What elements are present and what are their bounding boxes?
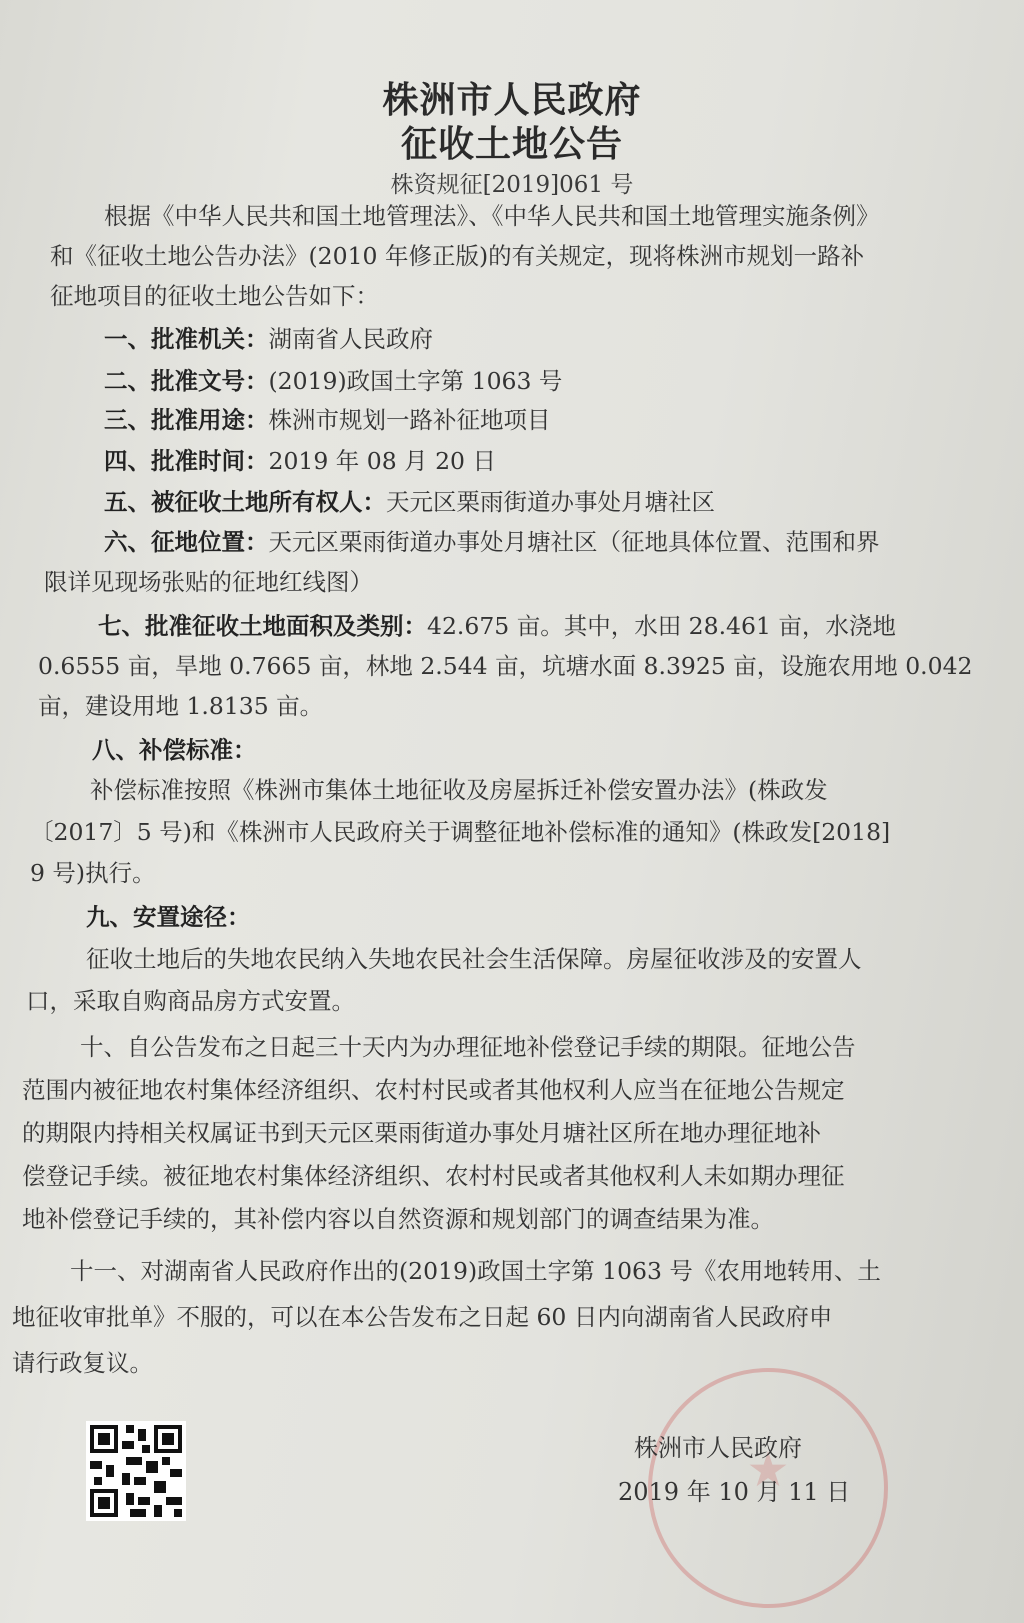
item-approval-date <box>104 446 496 476</box>
appeal-line-2: 地征收审批单》不服的，可以在本公告发布之日起 60 日内向湖南省人民政府申 <box>12 1303 833 1331</box>
item-value: 天元区栗雨街道办事处月塘社区 <box>386 488 715 516</box>
item-label: 七、批准征收土地面积及类别： <box>98 612 427 640</box>
appeal-line-3: 请行政复议。 <box>12 1349 153 1377</box>
item-label: 九、安置途径： <box>86 903 251 931</box>
item-value: 株洲市规划一路补征地项目 <box>268 406 551 434</box>
item-label: 四、批准时间： <box>104 447 269 475</box>
resettlement-line-1: 征收土地后的失地农民纳入失地农民社会生活保障。房屋征收涉及的安置人 <box>86 945 862 973</box>
item-label: 三、批准用途： <box>104 406 269 434</box>
qr-code-icon <box>86 1421 186 1521</box>
registration-line-5: 地补偿登记手续的，其补偿内容以自然资源和规划部门的调查结果为准。 <box>22 1205 774 1233</box>
item-approval-purpose <box>104 405 551 435</box>
item-approval-number <box>104 366 562 396</box>
item-value: (2019)政国土字第 1063 号 <box>268 367 563 395</box>
item-area-cont-2: 亩，建设用地 1.8135 亩。 <box>38 692 324 720</box>
item-value: 湖南省人民政府 <box>268 325 433 353</box>
item-location <box>104 527 880 557</box>
item-label: 六、征地位置： <box>104 528 269 556</box>
item-location-cont: 限详见现场张贴的征地红线图） <box>44 568 373 596</box>
item-resettlement-heading <box>86 902 251 932</box>
intro-line-1: 根据《中华人民共和国土地管理法》、《中华人民共和国土地管理实施条例》 <box>104 202 880 230</box>
intro-line-2: 和《征收土地公告办法》(2010 年修正版)的有关规定，现将株洲市规划一路补 <box>50 242 865 270</box>
item-value: 2019 年 08 月 20 日 <box>268 447 496 475</box>
registration-line-3: 的期限内持相关权属证书到天元区栗雨街道办事处月塘社区所在地办理征地补 <box>22 1119 821 1147</box>
item-label: 五、被征收土地所有权人： <box>104 488 386 516</box>
issuer-name: 株洲市人民政府 <box>634 1434 802 1462</box>
item-area-cont-1: 0.6555 亩，旱地 0.7665 亩，林地 2.544 亩，坑塘水面 8.3925 亩，设施农用地 0.042 <box>38 652 973 680</box>
item-area <box>98 611 896 641</box>
notice-title-line1: 株洲市人民政府 <box>382 80 642 121</box>
item-value: 42.675 亩。其中，水田 28.461 亩，水浇地 <box>427 612 896 640</box>
registration-line-4: 偿登记手续。被征地农村集体经济组织、农村村民或者其他权利人未如期办理征 <box>22 1162 845 1190</box>
issue-date: 2019 年 10 月 11 日 <box>618 1478 851 1506</box>
notice-title-line2: 征收土地公告 <box>400 124 623 165</box>
item-label: 八、补偿标准： <box>92 736 257 764</box>
document-number: 株资规征[2019]061 号 <box>390 172 634 198</box>
appeal-line-1: 十一、对湖南省人民政府作出的(2019)政国土字第 1063 号《农用地转用、土 <box>70 1257 881 1285</box>
item-approval-authority <box>104 324 433 354</box>
compensation-line-2: 〔2017〕5 号)和《株洲市人民政府关于调整征地补偿标准的通知》(株政发[2018] <box>30 818 891 846</box>
registration-line-2: 范围内被征地农村集体经济组织、农村村民或者其他权利人应当在征地公告规定 <box>22 1076 845 1104</box>
item-value: 天元区栗雨街道办事处月塘社区（征地具体位置、范围和界 <box>268 528 880 556</box>
registration-line-1: 十、自公告发布之日起三十天内为办理征地补偿登记手续的期限。征地公告 <box>80 1033 856 1061</box>
item-land-owner <box>104 487 715 517</box>
item-compensation-heading <box>92 735 257 765</box>
item-label: 一、批准机关： <box>104 325 269 353</box>
intro-line-3: 征地项目的征收土地公告如下： <box>50 282 379 310</box>
compensation-line-3: 9 号)执行。 <box>30 859 156 887</box>
item-label: 二、批准文号： <box>104 367 269 395</box>
compensation-line-1: 补偿标准按照《株洲市集体土地征收及房屋拆迁补偿安置办法》(株政发 <box>90 776 828 804</box>
resettlement-line-2: 口，采取自购商品房方式安置。 <box>26 987 355 1015</box>
